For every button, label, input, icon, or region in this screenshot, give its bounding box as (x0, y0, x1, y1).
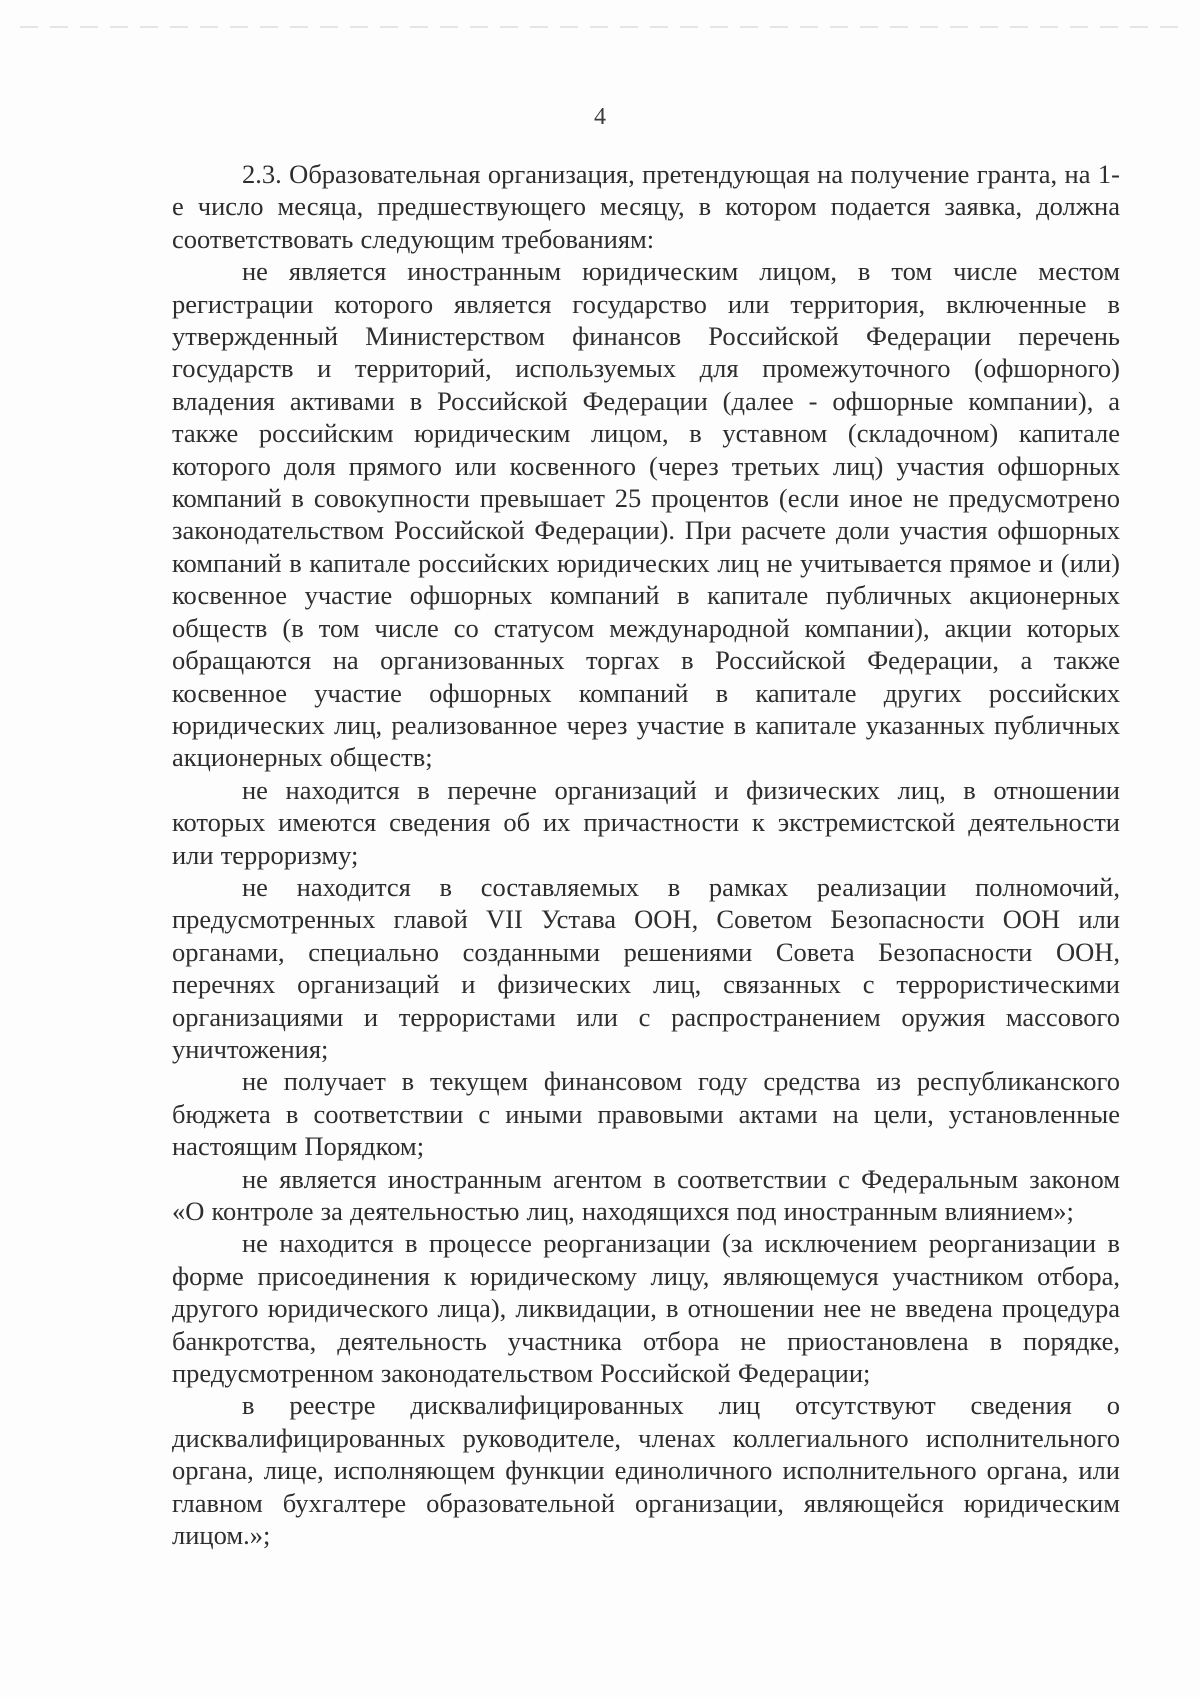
paragraph-requirement-disqualified: в реестре дисквалифицированных лиц отсутствуют сведения о дисквалифицированных руководителе, членах коллегиального исполнительного органа, лице, исполняющем функции единоличного исполнительного органа, или главном бухгалтере образовательной организации, являющейся юридическим лицом.»; (172, 1390, 1120, 1551)
paragraph-requirement-un-lists: не находится в составляемых в рамках реализации полномочий, предусмотренных главой VII Устава ООН, Советом Безопасности ООН или органами, специально созданными решениями Совета Безопасности ООН, перечнях организаций и физических лиц, связанных с террористическими организациями и террористами или с распространением оружия массового уничтожения; (172, 871, 1120, 1064)
document-body (172, 158, 1120, 1551)
paragraph-requirement-budget: не получает в текущем финансовом году средства из республиканского бюджета в соответствии с иными правовыми актами на цели, установленные настоящим Порядком; (172, 1066, 1120, 1162)
paragraph-requirement-extremism: не находится в перечне организаций и физических лиц, в отношении которых имеются сведения об их причастности к экстремистской деятельности или терроризму; (172, 774, 1120, 870)
paragraph-requirement-reorganization: не находится в процессе реорганизации (за исключением реорганизации в форме присоединения к юридическому лицу, являющемуся участником отбора, другого юридического лица), ликвидации, в отношении нее не введена процедура банкротства, деятельность участника отбора не приостановлена в порядке, предусмотренном законодательством Российской Федерации; (172, 1228, 1120, 1389)
paragraph-requirement-foreign-agent: не является иностранным агентом в соответствии с Федеральным законом «О контроле за деятельностью лиц, находящихся под иностранным влиянием»; (172, 1163, 1120, 1226)
paragraph-2-3-intro: 2.3. Образовательная организация, претендующая на получение гранта, на 1-е число месяца, предшествующего месяцу, в котором подается заявка, должна соответствовать следующим требованиям: (172, 159, 1120, 254)
paragraph-requirement-offshore: не является иностранным юридическим лицом, в том числе местом регистрации которого является государство или территория, включенные в утвержденный Министерством финансов Российской Федерации перечень государств и территорий, используемых для промежуточного (офшорного) владения активами в Российской Федерации (далее - офшорные компании), а также российским юридическим лицом, в уставном (складочном) капитале которого доля прямого или косвенного (через третьих лиц) участия офшорных компаний в совокупности превышает 25 процентов (если иное не предусмотрено законодательством Российской Федерации). При расчете доли участия офшорных компаний в капитале российских юридических лиц не учитывается прямое и (или) косвенное участие офшорных компаний в капитале публичных акционерных обществ (в том числе со статусом международной компании), акции которых обращаются на организованных торгах в Российской Федерации, а также косвенное участие офшорных компаний в капитале других российских юридических лиц, реализованное через участие в капитале указанных публичных акционерных обществ; (172, 256, 1120, 773)
scan-artifact (20, 26, 1180, 28)
page-number: 4 (594, 104, 606, 130)
